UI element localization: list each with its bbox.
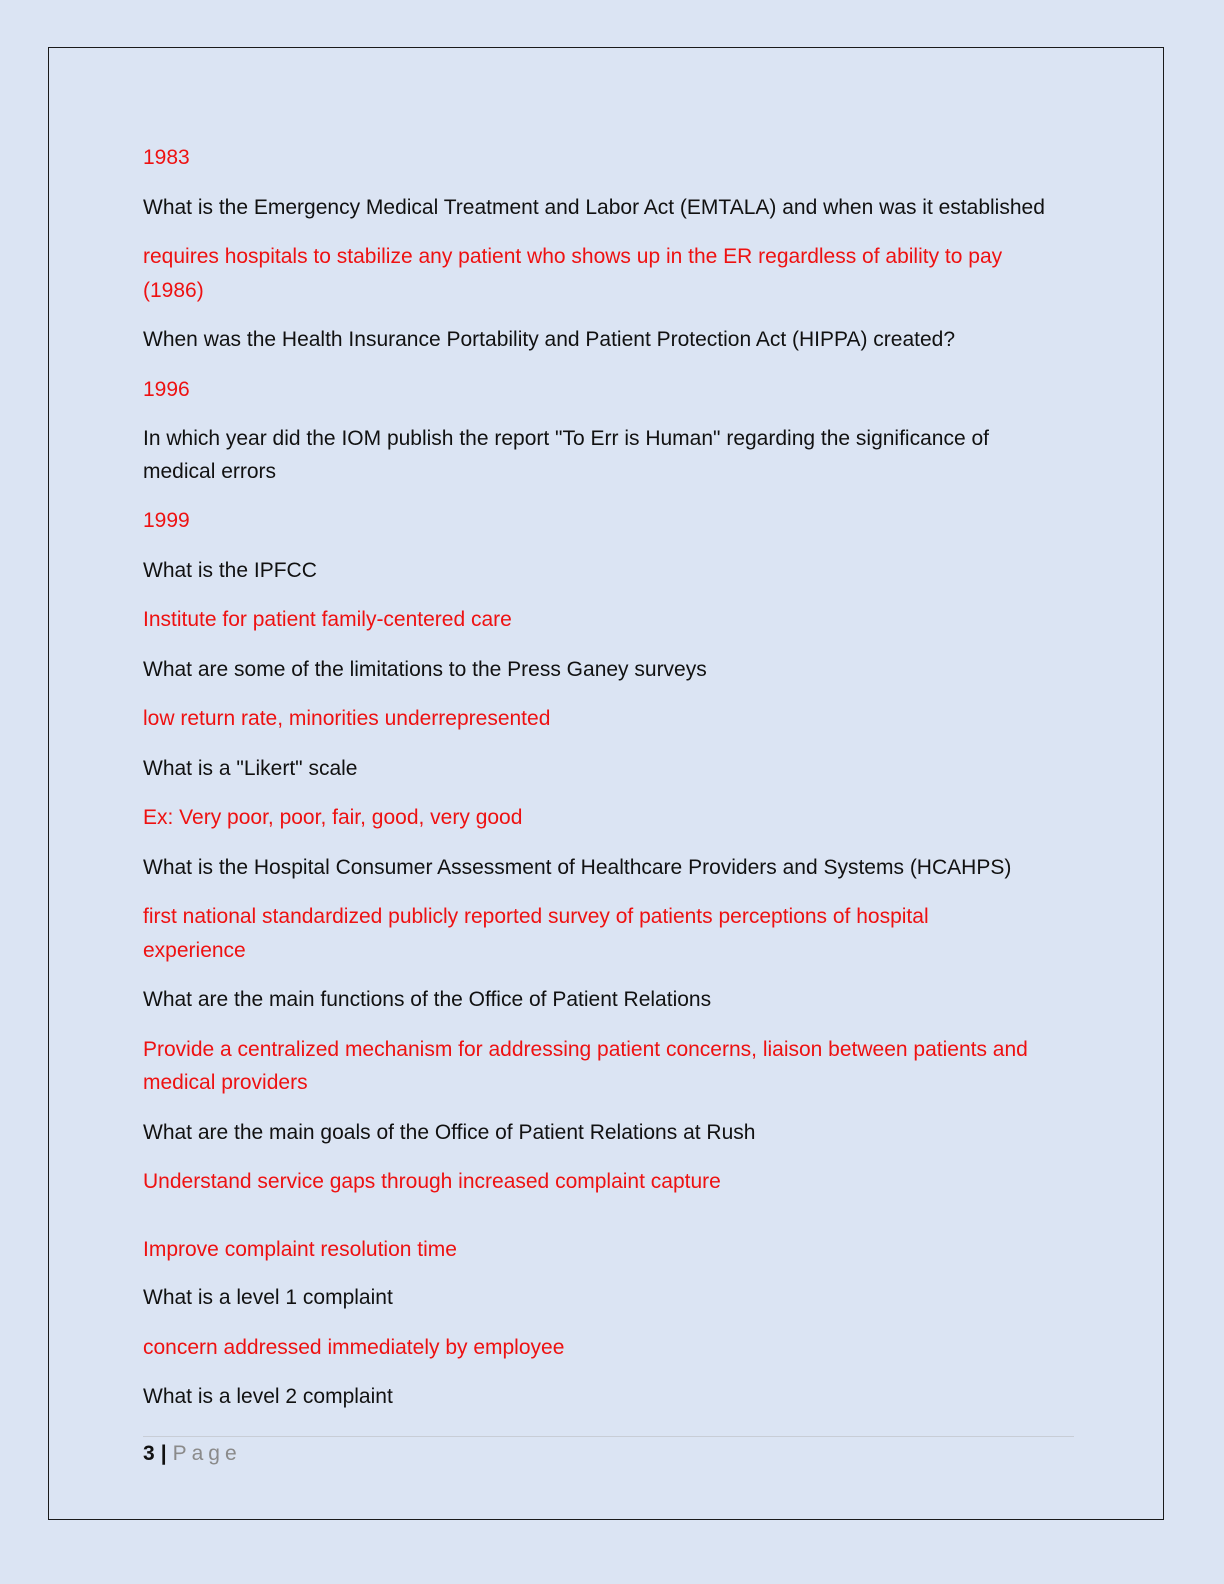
page-number: 3 [143,1442,155,1465]
answer-hcahps-line-1: first national standardized publicly reported survey of patients perceptions of hospital [143,905,929,928]
question-level-2-complaint: What is a level 2 complaint [143,1385,393,1408]
question-level-1-complaint: What is a level 1 complaint [143,1286,393,1309]
question-hcahps: What is the Hospital Consumer Assessment of Healthcare Providers and Systems (HCAHPS) [143,856,1012,879]
answer-emtala-line-2: (1986) [143,279,204,302]
answer-emtala-line-1: requires hospitals to stabilize any patient who shows up in the ER regardless of ability to pay [143,245,1003,268]
question-ipfcc: What is the IPFCC [143,559,317,582]
footer-divider [143,1436,1074,1437]
answer-1999: 1999 [143,509,190,532]
question-opr-functions: What are the main functions of the Office of Patient Relations [143,988,712,1011]
answer-hcahps-line-2: experience [143,939,246,962]
question-to-err-is-human-line-2: medical errors [143,460,277,483]
footer-separator: | [160,1442,167,1465]
answer-press-ganey: low return rate, minorities underrepresented [143,707,551,730]
page-footer [143,1440,242,1468]
question-opr-goals: What are the main goals of the Office of Patient Relations at Rush [143,1121,756,1144]
answer-opr-goals-1: Understand service gaps through increased complaint capture [143,1170,721,1193]
answer-opr-goals-2: Improve complaint resolution time [143,1238,457,1261]
question-hippa: When was the Health Insurance Portability and Patient Protection Act (HIPPA) created? [143,328,956,351]
answer-ipfcc: Institute for patient family-centered care [143,608,512,631]
question-likert: What is a "Likert" scale [143,757,358,780]
question-emtala: What is the Emergency Medical Treatment and Labor Act (EMTALA) and when was it established [143,196,1045,219]
answer-opr-functions-line-1: Provide a centralized mechanism for addressing patient concerns, liaison between patients and [143,1038,1028,1061]
answer-opr-functions-line-2: medical providers [143,1071,308,1094]
question-press-ganey: What are some of the limitations to the Press Ganey surveys [143,658,707,681]
answer-level-1-complaint: concern addressed immediately by employee [143,1336,565,1359]
question-to-err-is-human-line-1: In which year did the IOM publish the report "To Err is Human" regarding the significance of [143,427,989,450]
answer-likert: Ex: Very poor, poor, fair, good, very good [143,806,523,829]
answer-1983: 1983 [143,146,190,169]
page-label: Page [172,1442,242,1465]
answer-1996: 1996 [143,378,190,401]
